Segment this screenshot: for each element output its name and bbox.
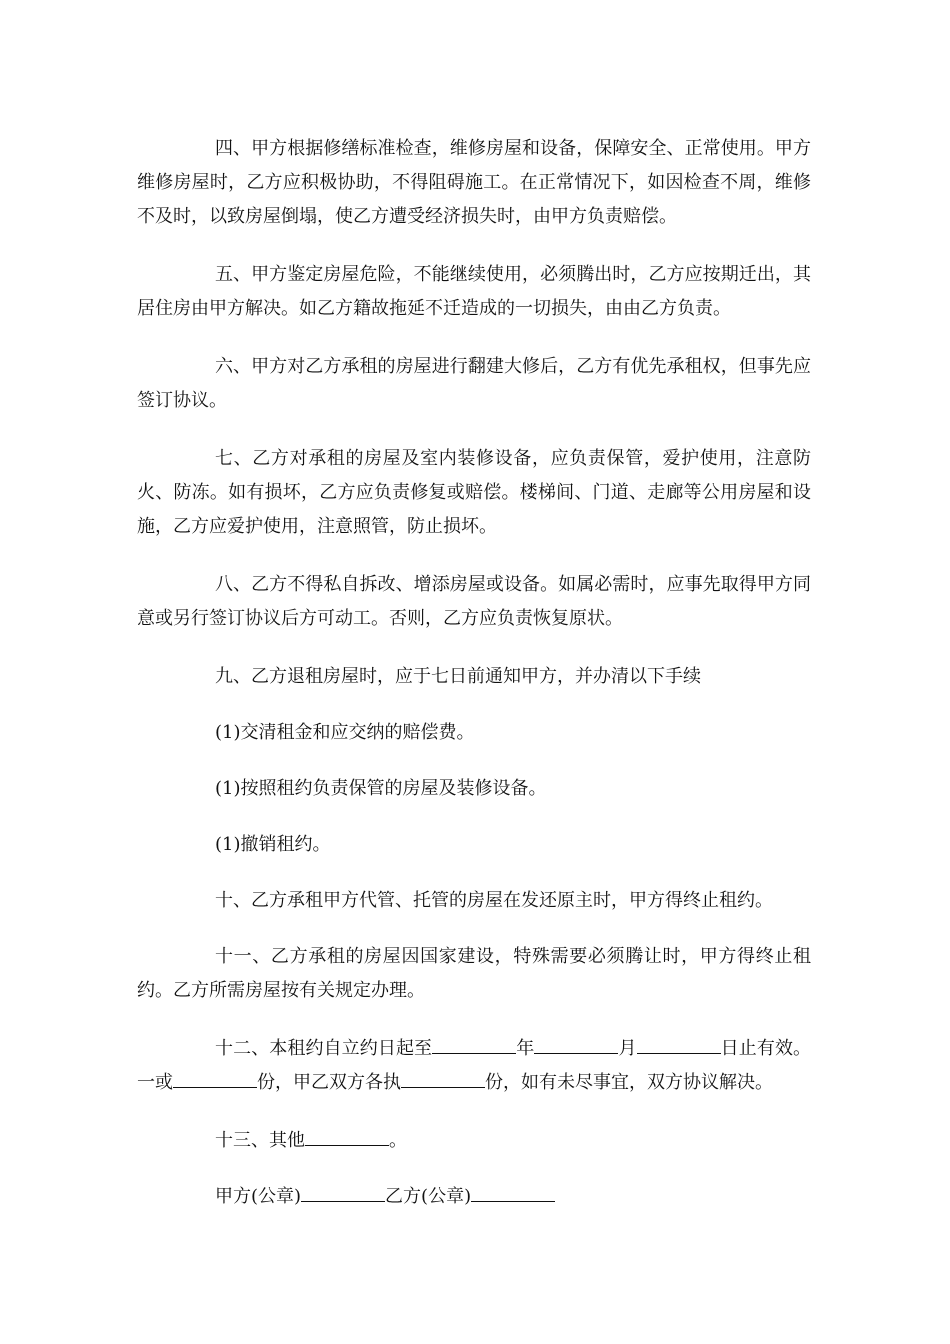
each-copies-blank[interactable] xyxy=(401,1069,485,1088)
party-a-seal-label: 甲方(公章) xyxy=(215,1186,302,1207)
clause-13 xyxy=(137,1124,811,1158)
clause-13-text-1: 十三、其他 xyxy=(215,1130,305,1151)
copies-blank[interactable] xyxy=(173,1069,257,1088)
clause-7: 七、乙方对承租的房屋及室内装修设备，应负责保管，爱护使用，注意防火、防冻。如有损坏，乙方应负责修复或赔偿。楼梯间、门道、走廊等公用房屋和设施，乙方应爱护使用，注意照管，防止损坏。 xyxy=(137,448,811,537)
clause-13-text-2: 。 xyxy=(389,1130,407,1151)
party-b-seal-blank[interactable] xyxy=(471,1183,555,1202)
day-blank[interactable] xyxy=(637,1035,721,1054)
contract-body xyxy=(137,132,811,1236)
clause-9-item-2: (1)按照租约负责保管的房屋及装修设备。 xyxy=(215,778,547,799)
signature-line xyxy=(137,1180,811,1214)
clause-9: 九、乙方退租房屋时，应于七日前通知甲方，并办清以下手续 xyxy=(215,666,701,687)
clause-10: 十、乙方承租甲方代管、托管的房屋在发还原主时，甲方得终止租约。 xyxy=(215,890,773,911)
clause-9-item-3: (1)撤销租约。 xyxy=(215,834,331,855)
clause-11: 十一、乙方承租的房屋因国家建设，特殊需要必须腾让时，甲方得终止租约。乙方所需房屋按有关规定办理。 xyxy=(137,946,811,1001)
clause-6: 六、甲方对乙方承租的房屋进行翻建大修后，乙方有优先承租权，但事先应签订协议。 xyxy=(137,356,811,411)
clause-12-text-4: 日止有效。一或 xyxy=(137,1038,812,1093)
clause-9-item-1: (1)交清租金和应交纳的赔偿费。 xyxy=(215,722,475,743)
year-blank[interactable] xyxy=(432,1035,516,1054)
clause-8: 八、乙方不得私自拆改、增添房屋或设备。如属必需时，应事先取得甲方同意或另行签订协议后方可动工。否则，乙方应负责恢复原状。 xyxy=(137,574,811,629)
clause-12-text-6: 份，如有未尽事宜，双方协议解决。 xyxy=(485,1072,773,1093)
party-b-seal-label: 乙方(公章) xyxy=(385,1186,472,1207)
clause-12-text-5: 份，甲乙双方各执 xyxy=(257,1072,401,1093)
month-blank[interactable] xyxy=(534,1035,618,1054)
clause-12-text-2: 年 xyxy=(516,1038,535,1059)
clause-12-text-1: 十二、本租约自立约日起至 xyxy=(215,1038,433,1059)
clause-4: 四、甲方根据修缮标准检查，维修房屋和设备，保障安全、正常使用。甲方维修房屋时，乙方应积极协助，不得阻碍施工。在正常情况下，如因检查不周，维修不及时，以致房屋倒塌，使乙方遭受经济损失时，由甲方负责赔偿。 xyxy=(137,138,811,227)
party-a-seal-blank[interactable] xyxy=(301,1183,385,1202)
clause-12-text-3: 月 xyxy=(618,1038,637,1059)
clause-12 xyxy=(137,1032,811,1100)
clause-5: 五、甲方鉴定房屋危险，不能继续使用，必须腾出时，乙方应按期迁出，其居住房由甲方解决。如乙方籍故拖延不迁造成的一切损失，由由乙方负责。 xyxy=(137,264,811,319)
other-blank[interactable] xyxy=(305,1127,389,1146)
